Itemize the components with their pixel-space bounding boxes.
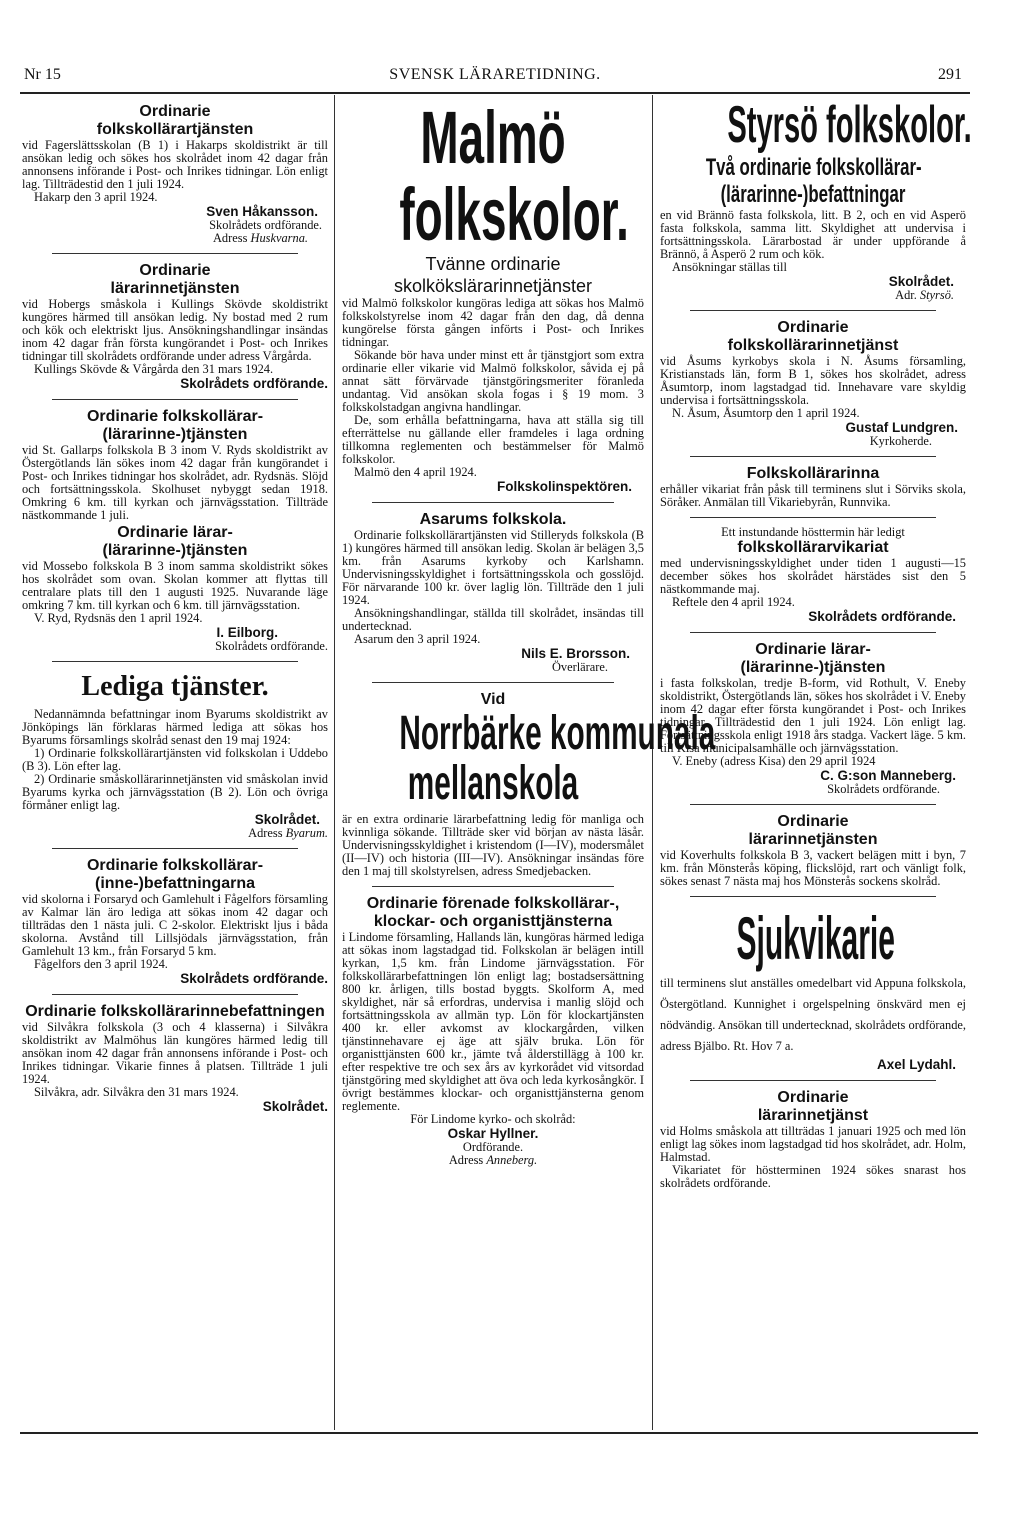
ad-asarums bbox=[342, 511, 644, 674]
ad-signature: Skolrådet. bbox=[888, 274, 954, 289]
ad-place-date: V. Ryd, Rydsnäs den 1 april 1924. bbox=[34, 611, 203, 625]
ad-st-gallarps bbox=[22, 408, 328, 653]
ad-title: Tvänne ordinarie skolkökslärarinnetjänster bbox=[393, 254, 593, 296]
divider bbox=[52, 848, 298, 849]
header-rule bbox=[20, 92, 970, 94]
ad-headline-2: folkskolor. bbox=[399, 173, 629, 256]
ad-title: Asarums folkskola. bbox=[419, 511, 567, 528]
ad-signature-name: C. G:son Manneberg. bbox=[820, 768, 956, 783]
ad-body: vid Holms småskola att tillträdas 1 januari 1925 och med lön enligt lag sökes inom lagstadgad tid hos skolrådet, adr. Holm, Halmstad. bbox=[660, 1124, 966, 1164]
ad-signature: Skolrådets ordförande. bbox=[808, 609, 956, 624]
ad-body: med undervisningsskyldighet under tiden 1 augusti—15 december sökes hos skolrådet härstädes sist den 5 nästkommande maj. bbox=[660, 556, 966, 596]
ad-signature-name: Gustaf Lundgren. bbox=[845, 420, 958, 435]
ad-headline-2: mellanskola bbox=[407, 757, 579, 810]
ad-body: vid Fagerslättsskolan (B 1) i Hakarps skoldistrikt är till ansökan ledig och sökes hos skolrådet inom 42 dagar från annonsens införande i Post- och Inrikes tidningar. Lön enligt lag. Tillträdestid den 1 juli 1924. bbox=[22, 138, 328, 191]
ad-headline: Sjukvikarie bbox=[736, 905, 895, 972]
ad-hobergs bbox=[22, 262, 328, 391]
ad-signature-name: Sven Håkansson. bbox=[206, 204, 318, 219]
ad-body: Nedannämnda befattningar inom Byarums skoldistrikt av Jönköpings län förklaras härmed lediga att sökas hos Byarums församlings skolråd senast den 19 maj 1924: bbox=[22, 707, 328, 747]
ad-headline: Malmö bbox=[420, 96, 566, 179]
ad-body-2: Ansökningar ställas till bbox=[672, 260, 787, 274]
ad-title: Ordinarie folkskollärar-(inne-)befattningarna bbox=[86, 857, 264, 892]
divider bbox=[690, 310, 936, 311]
ad-body: en vid Brännö fasta folkskola, litt. B 2, och en vid Asperö fasta folkskola, samma litt. Skyldighet att undervisa i fortsättningsskola. Lärarbostad är under uppförande å Brännö, å Asperö 2 rum och kök. bbox=[660, 208, 966, 261]
divider bbox=[690, 517, 936, 518]
journal-title: SVENSK LÄRARETIDNING. bbox=[389, 66, 601, 83]
divider bbox=[372, 502, 614, 503]
ad-body: vid Malmö folkskolor kungöras lediga att sökas hos Malmö folkskolstyrelse inom 42 dagar från den dag, då denna kungörelse första gången införts i Post- och Inrikes tidningar. bbox=[342, 296, 644, 349]
ad-title: folkskollärarvikariat bbox=[737, 539, 889, 556]
ad-signature-role: Skolrådets ordförande. bbox=[209, 218, 322, 232]
ad-sjukvikarie bbox=[660, 905, 966, 1072]
ad-place-date: Reftele den 4 april 1924. bbox=[672, 595, 795, 609]
ad-signature-name: Oskar Hyllner. bbox=[447, 1126, 539, 1141]
ad-title: Ordinarie förenade folkskollärar-, klockar- och organisttjänsterna bbox=[366, 895, 620, 930]
ad-body-2: Ansökningshandlingar, ställda till skolrådet, insändas till undertecknad. bbox=[342, 606, 644, 633]
column-1 bbox=[22, 95, 328, 1430]
ad-signature-role: Skolrådets ordförande. bbox=[827, 782, 940, 796]
ad-place-date: Silvåkra, adr. Silvåkra den 31 mars 1924. bbox=[34, 1085, 239, 1099]
divider bbox=[52, 253, 298, 254]
ad-body: vid St. Gallarps folkskola B 3 inom V. Ryds skoldistrikt av Östergötlands län sökes inom 42 dagar från kungörandet i Post- och Inrikes tidningar hos skolrådet, adr. Rydsnäs. Slöjd och fortsättningsskola. Skolhuset nybyggt sedan 1918. Omkring 6 km. till kyrkan och järnvägsstation. Tillträde nästkommande 1 juli. bbox=[22, 443, 328, 522]
ad-body: erhåller vikariat från påsk till terminens slut i Sörviks skola, Söråker. Anmälan till Vikariebyrån, Runnvika. bbox=[660, 482, 966, 509]
ad-address: Adress Anneberg. bbox=[448, 1153, 538, 1167]
ad-pre: Ett instundande hösttermin här ledigt bbox=[721, 525, 905, 539]
ad-fagerslatt bbox=[22, 95, 328, 245]
ad-title: Ordinarie lärar-(lärarinne-)tjänsten bbox=[740, 641, 886, 676]
ad-signature: Skolrådets ordförande. bbox=[180, 376, 328, 391]
column-divider-1 bbox=[334, 95, 335, 1430]
ad-signature-name: I. Eilborg. bbox=[216, 625, 278, 640]
ad-reftele bbox=[660, 526, 966, 624]
divider bbox=[690, 804, 936, 805]
ad-rothult bbox=[660, 641, 966, 796]
ad-body: i fasta folkskolan, tredje B-form, vid Rothult, V. Eneby skoldistrikt, Östergötlands län, sökes hos skolrådet i V. Eneby inom 42 dagar efter första kungörandet i Post- och Inrikes tidningar. Tillträdestid den 1 juli 1924. Lön enligt lag. Fortsättningsskola enligt 1918 års stadga. Vackert läge. 5 km. till Kisa municipalsamhälle och järnvägsstation. bbox=[660, 676, 966, 755]
page-header bbox=[20, 66, 970, 88]
ad-holm bbox=[660, 1089, 966, 1190]
ad-title: Ordinarie folkskollärar-(lärarinne-)tjänsten bbox=[86, 408, 264, 443]
ad-headline: Styrsö folkskolor. bbox=[727, 96, 972, 154]
ad-norrbarke bbox=[342, 691, 716, 878]
ad-subheadline: Två ordinarie folkskollärar- bbox=[705, 154, 922, 181]
ad-lindome bbox=[342, 895, 644, 1167]
ad-title: Ordinarie folkskollärartjänsten bbox=[96, 103, 254, 138]
ad-item-2: 2) Ordinarie småskollärarinnetjänsten vid småskolan invid Byarums kyrka och järnvägsstation (B 2). Lön och övriga förmåner enligt lag. bbox=[22, 772, 328, 812]
ad-body: i Lindome församling, Hallands län, kungöras härmed lediga att sökas inom lagstadgad tid. Folkskolan är belägen intill kyrkan, 1,5 km. från Lindome järnvägsstation. För folkskollärarbefattningen lön enligt lag; bostadsersättning 800 kr. årligen, tills bostad byggts. Skolform A, med skyldighet, när så erfordras, undervisa i manlig slöjd och fortsättningsskola av allmän typ. Lön för klockartjänsten 400 kr. eller avkomst av klockargården, vilken tjänstinnehavare ej äge att själv bruka. Lön för organisttjänsten 600 kr., jämte två ålderstillägg à 100 kr. efter respektive tre och sex års av kyrkorådet vid vitsordad tjänstgöring med skyldighet att öva och leda kyrkosångkör. I övrigt bestämmes klockar- och organisttjänsterna genom reglemente. bbox=[342, 930, 644, 1113]
issue-number: Nr 15 bbox=[24, 66, 61, 83]
ad-address: Adress Huskvarna. bbox=[212, 231, 308, 245]
ad-body-3: De, som erhålla befattningarna, hava att ställa sig till efterrättelse nu gällande eller framdeles i laga ordning tillkomna reglementen och bestämmelser för Malmö folkskolor. bbox=[342, 413, 644, 466]
divider bbox=[372, 682, 614, 683]
ad-place-date: Asarum den 3 april 1924. bbox=[354, 632, 481, 646]
ad-title: Ordinarie folkskollärarinnebefattningen bbox=[25, 1003, 325, 1020]
divider bbox=[372, 886, 614, 887]
divider bbox=[52, 994, 298, 995]
ad-signature: Folkskolinspektören. bbox=[496, 479, 632, 494]
ad-body: till terminens slut anställes omedelbart vid Appuna folkskola, Östergötland. Kunnighet i orgelspelning önskvärd men ej nödvändig. Ansökan till undertecknad, skolrådets ordförande, adress Bjälbo. Rt. Hov 7 a. bbox=[660, 976, 966, 1053]
ad-silvakra bbox=[22, 1003, 328, 1114]
ad-body: Ordinarie folkskollärartjänsten vid Stilleryds folkskola (B 1) kungöres härmed till ansökan ledig. Skolan är belägen 3,5 km. från Asarums kyrkoby och Karlshamn. Undervisningsskyldighet i fortsättningsskola och gosslöjd. För närvarande 100 kr. över laglig lön. Tillträde den 1 juli 1924. bbox=[342, 528, 644, 607]
column-2 bbox=[342, 95, 716, 1430]
divider bbox=[690, 1080, 936, 1081]
ad-place-date: Fågelfors den 3 april 1924. bbox=[34, 957, 168, 971]
page-number: 291 bbox=[938, 66, 962, 83]
ad-body: vid Silvåkra folkskola (3 och 4 klasserna) i Silvåkra skoldistrikt av Malmöhus län kungöres härmed ledig till ansökan inom 42 dagar från annonsens införande i Post- och Inrikes tidningar. Vikarie finnes å platsen. Tillträde 1 juli 1924. bbox=[22, 1020, 328, 1086]
ad-subheadline-2: (lärarinne-)befattningar bbox=[720, 181, 906, 208]
ad-title-2: Ordinarie lärar-(lärarinne-)tjänsten bbox=[102, 524, 248, 559]
ad-signature-role: Överlärare. bbox=[551, 660, 608, 674]
column-divider-2 bbox=[652, 95, 653, 1430]
ad-body-2: vid Mossebo folkskola B 3 inom samma skoldistrikt sökes hos skolrådet som ovan. Skolan kommer att flyttas till centralare plats till den 1 augusti 1925. Nuvarande läge omkring 7 km. till kyrkan och 6 km. till järnvägsstation. bbox=[22, 559, 328, 612]
ad-title: Folkskollärarinna bbox=[746, 465, 880, 482]
ad-body-2: Vikariatet för höstterminen 1924 sökes snarast hos skolrådets ordförande. bbox=[660, 1163, 966, 1190]
ad-body-2: Sökande bör hava under minst ett år tjänstgjort som extra ordinarie eller vikarie vid Malmö folkskolor, såvida ej på annat sätt förvärvade tjänstgöringsmeriter föranleda undantag. Vid ansökan skola fogas i § 19 mom. 3 folkskolstadgan angivna handlingar. bbox=[342, 348, 644, 414]
ad-address: Adress Byarum. bbox=[248, 826, 328, 840]
ad-body: vid Hobergs småskola i Kullings Skövde skoldistrikt kungöres härmed till ansökan ledig. Ny bostad med 2 rum och kök och elektriskt ljus. Ansökningshandlingar insändas inom 42 dagar från första kungörandet i Post- och Inrikes tidningar till skolrådets ordförande under adress Vårgårda. bbox=[22, 297, 328, 363]
ad-vid: Vid bbox=[480, 691, 506, 708]
ad-signature-name: Axel Lydahl. bbox=[876, 1057, 956, 1072]
divider bbox=[690, 632, 936, 633]
ad-title: Ordinarie lärarinnetjänst bbox=[757, 1089, 869, 1124]
ad-signature: Skolrådets ordförande. bbox=[180, 971, 328, 986]
ad-title: Ordinarie folkskollärarinnetjänst bbox=[727, 319, 899, 354]
ad-place-date: Hakarp den 3 april 1924. bbox=[34, 190, 158, 204]
ad-place-date: Kullings Skövde & Vårgårda den 31 mars 1924. bbox=[34, 362, 274, 376]
ad-signature: Skolrådet. bbox=[262, 1099, 328, 1114]
ad-title: Lediga tjänster. bbox=[81, 671, 269, 702]
column-3 bbox=[660, 95, 972, 1430]
ad-signature-name: Nils E. Brorsson. bbox=[521, 646, 630, 661]
divider bbox=[690, 456, 936, 457]
ad-item-1: 1) Ordinarie folkskollärartjänsten vid folkskolan i Uddebo (B 3). Lön efter lag. bbox=[22, 746, 328, 773]
divider bbox=[690, 896, 936, 897]
divider bbox=[52, 661, 298, 662]
divider bbox=[52, 399, 298, 400]
ad-body: är en extra ordinarie lärarbefattning ledig för manliga och kvinnliga sökande. Tillträde sker vid början av nästa läsår. Undervisningsskyldighet i kristendom (I—IV), modersmålet (II—IV) och historia (III—IV). Ansökningar insändas före den 1 maj till skolstyrelsen, adress Smedjebacken. bbox=[342, 812, 644, 878]
ad-sorvik bbox=[660, 465, 966, 509]
ad-styrso bbox=[660, 95, 972, 302]
ad-lediga-tjanster bbox=[22, 670, 328, 840]
ad-koverhult bbox=[660, 813, 966, 888]
ad-title: Ordinarie lärarinnetjänsten bbox=[110, 262, 240, 297]
ad-headline: Norrbärke kommunala bbox=[399, 707, 716, 760]
ad-title: Ordinarie lärarinnetjänsten bbox=[748, 813, 878, 848]
ad-signature-role: Ordförande. bbox=[462, 1140, 524, 1154]
bottom-rule bbox=[20, 1432, 978, 1434]
ad-body: vid skolorna i Forsaryd och Gamlehult i Fågelfors församling av Kalmar län äro lediga att sökas inom 42 dagar och tillträdas den 1 nästa juli. C 2-skolor. Elektriskt ljus i båda skolorna. Avstånd till Lillsjödals järnvägsstation, från Gamlehult 13 km., från Forsaryd 5 km. bbox=[22, 892, 328, 958]
ad-address: Adr. Styrsö. bbox=[895, 288, 954, 302]
ad-fagelfors bbox=[22, 857, 328, 986]
ad-body: vid Koverhults folkskola B 3, vackert belägen mitt i byn, 7 km. från Mönsterås köping, flickslöjd, rart och vänligt folk, sökes senast 7 nästa maj hos Mönsterås sockens skolråd. bbox=[660, 848, 966, 888]
ad-signature-role: Skolrådets ordförande. bbox=[215, 639, 328, 653]
ad-signature: Skolrådet. bbox=[254, 812, 320, 827]
ad-for: För Lindome kyrko- och skolråd: bbox=[410, 1112, 576, 1126]
ad-place-date: Malmö den 4 april 1924. bbox=[354, 465, 477, 479]
ad-body: vid Åsums kyrkobys skola i N. Åsums församling, Kristianstads län, form B 1, sökes hos skolrådet, adress Åsumtorp, inom lagstadgad tid. Innehavare vare skyldig undervisa i fortsättningsskola. bbox=[660, 354, 966, 407]
ad-malmo bbox=[342, 96, 644, 494]
ad-signature-role: Kyrkoherde. bbox=[869, 434, 932, 448]
ad-place-date: V. Eneby (adress Kisa) den 29 april 1924 bbox=[672, 754, 876, 768]
ad-asum bbox=[660, 319, 966, 448]
ad-place-date: N. Åsum, Åsumtorp den 1 april 1924. bbox=[672, 406, 860, 420]
